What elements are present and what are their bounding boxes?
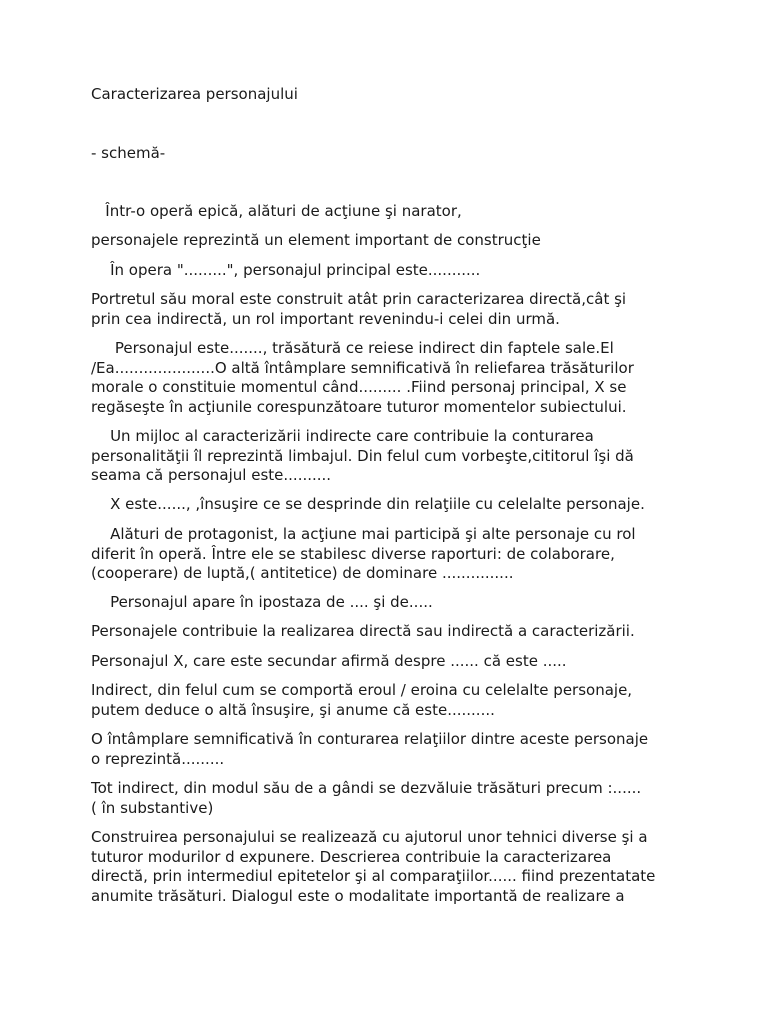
paragraph-line: tuturor modurilor d expunere. Descrierea contribuie la caracterizarea [91, 847, 612, 866]
paragraph-line: anumite trăsături. Dialogul este o modalitate importantă de realizare a [91, 886, 625, 905]
paragraph-line: Un mijloc al caracterizării indirecte care contribuie la conturarea [91, 427, 594, 445]
paragraph-1 [91, 202, 691, 222]
paragraph-line: personajele reprezintă un element important de construcţie [91, 231, 541, 249]
paragraph-14 [91, 779, 691, 818]
paragraph-line: Portretul său moral este construit atât prin caracterizarea directă,cât şi [91, 290, 627, 308]
paragraph-line: Într-o operă epică, alături de acţiune şi narator, [91, 202, 462, 220]
paragraph-line: X este......, ,însuşire ce se desprinde din relaţiile cu celelalte personaje. [91, 495, 645, 513]
paragraph-5 [91, 339, 691, 417]
paragraph-line: O întâmplare semnificativă în conturarea relaţiilor dintre aceste personaje [91, 730, 649, 748]
paragraph-line: putem deduce o altă însuşire, şi anume că este.......... [91, 700, 495, 719]
paragraph-line: directă, prin intermediul epitetelor şi al comparaţiilor...... fiind prezentatate [91, 867, 656, 885]
paragraph-line: personalităţii îl reprezintă limbajul. Din felul cum vorbeşte,cititorul îşi dă [91, 446, 634, 465]
paragraph-line: /Ea.....................O altă întâmplare semnificativă în reliefarea trăsăturilor [91, 358, 634, 377]
paragraph-line: Personajul apare în ipostaza de .... şi de..... [91, 593, 433, 611]
paragraph-15 [91, 828, 691, 906]
paragraph-line: seama că personajul este.......... [91, 466, 332, 484]
paragraph-2 [91, 231, 691, 251]
paragraph-12 [91, 681, 691, 720]
paragraph-3 [91, 261, 691, 281]
document-title: Caracterizarea personajului [91, 85, 298, 103]
paragraph-line: ( în substantive) [91, 798, 214, 817]
paragraph-line: morale o constituie momentul când......... .Fiind personaj principal, X se [91, 378, 627, 396]
paragraph-7 [91, 495, 691, 515]
paragraph-line: Personajul X, care este secundar afirmă despre ...... că este ..... [91, 652, 567, 670]
paragraph-11 [91, 652, 691, 672]
paragraph-6 [91, 427, 691, 486]
paragraph-10 [91, 622, 691, 642]
paragraph-13 [91, 730, 691, 769]
paragraph-8 [91, 525, 691, 584]
paragraph-line: regăseşte în acţiunile corespunzătoare tuturor momentelor subiectului. [91, 397, 627, 416]
paragraph-line: (cooperare) de luptă,( antitetice) de dominare ............... [91, 564, 514, 582]
paragraph-line: o reprezintă......... [91, 749, 225, 768]
paragraph-line: prin cea indirectă, un rol important revenindu-i celei din urmă. [91, 309, 560, 328]
paragraph-line: Personajele contribuie la realizarea directă sau indirectă a caracterizării. [91, 622, 635, 640]
paragraph-line: Personajul este......., trăsătură ce reiese indirect din faptele sale.El [91, 339, 614, 357]
paragraph-9 [91, 593, 691, 613]
document-subtitle: - schemă- [91, 144, 166, 162]
paragraph-line: diferit în operă. Între ele se stabilesc diverse raporturi: de colaborare, [91, 544, 615, 563]
paragraph-4 [91, 290, 691, 329]
paragraph-line: Indirect, din felul cum se comportă eroul / eroina cu celelalte personaje, [91, 681, 633, 699]
paragraph-line: Tot indirect, din modul său de a gândi se dezvăluie trăsături precum :...... [91, 779, 642, 797]
paragraph-line: Alături de protagonist, la acţiune mai participă şi alte personaje cu rol [91, 525, 636, 543]
paragraph-line: Construirea personajului se realizează cu ajutorul unor tehnici diverse şi a [91, 828, 648, 846]
paragraph-line: În opera ".........", personajul principal este........... [91, 261, 481, 279]
